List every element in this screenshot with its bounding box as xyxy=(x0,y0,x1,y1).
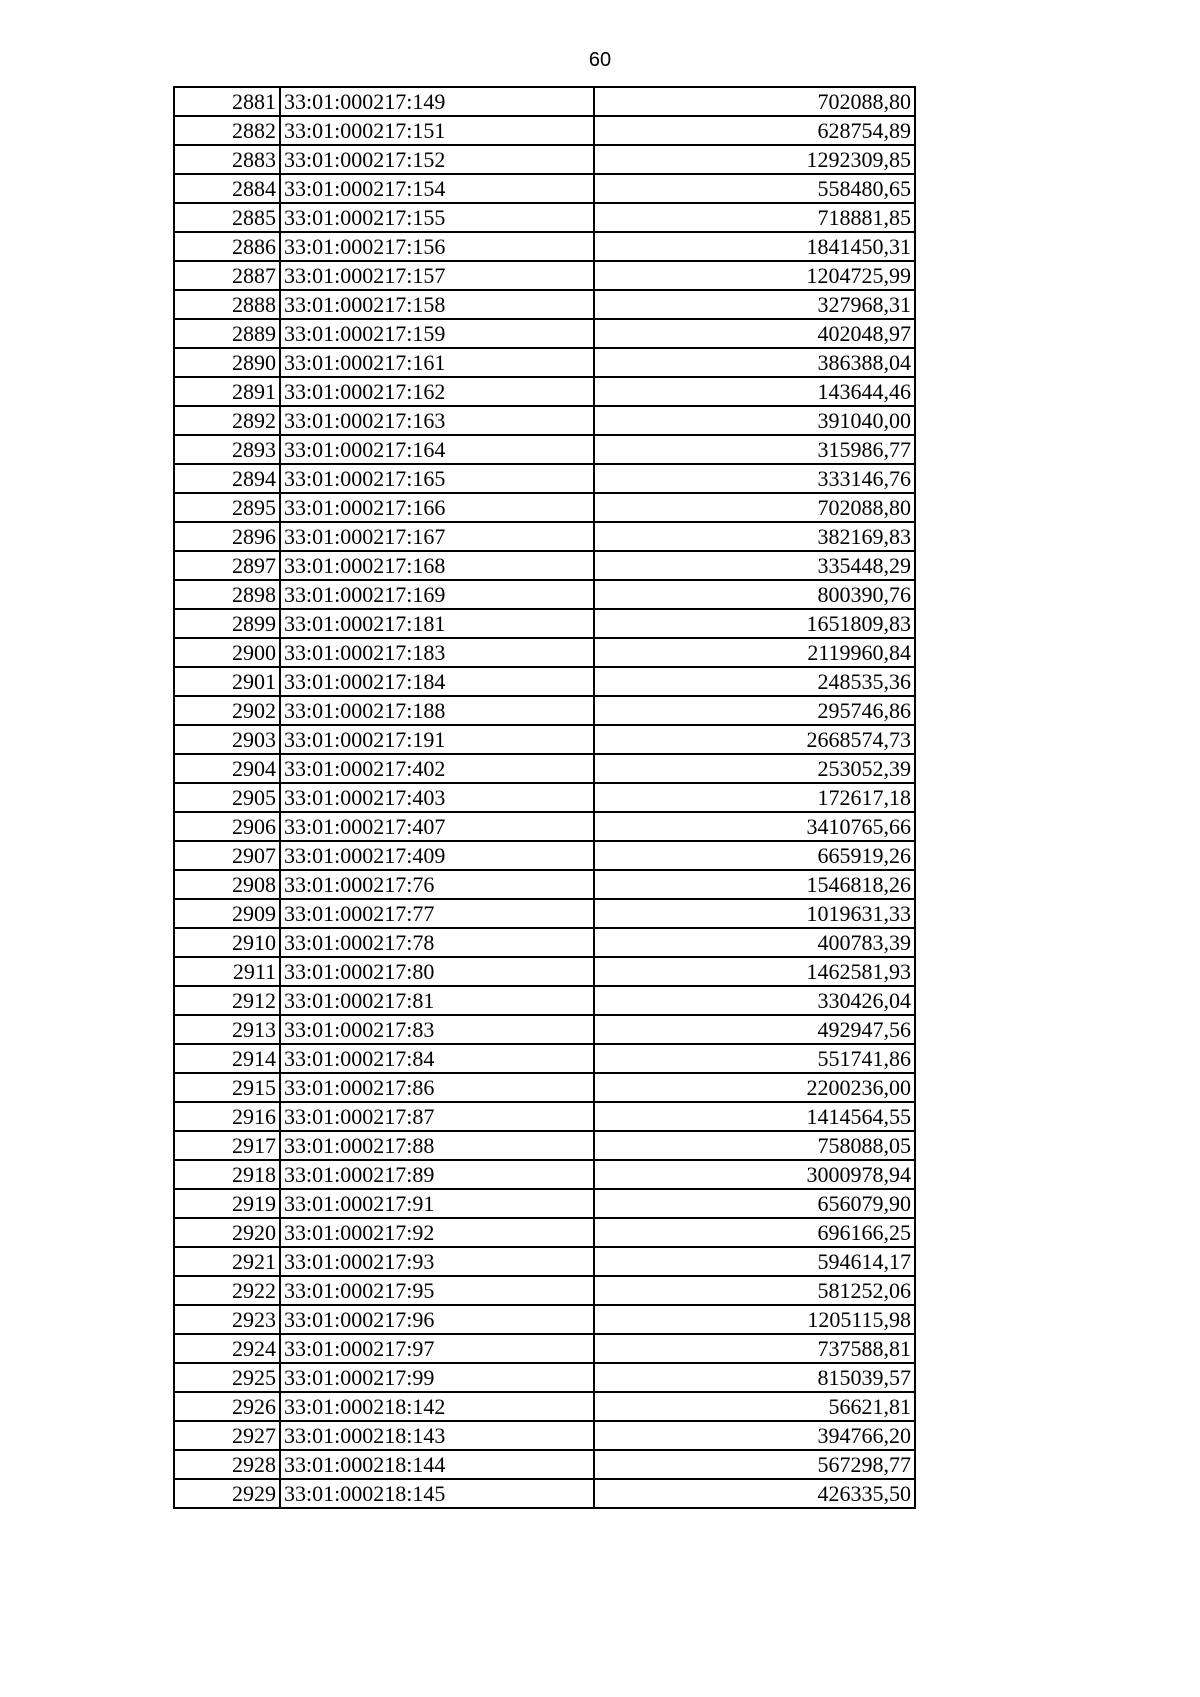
table-row xyxy=(174,406,915,435)
cadastral-number-cell: 33:01:000217:161 xyxy=(280,348,594,377)
cadastral-value-cell: 1651809,83 xyxy=(594,609,915,638)
cadastral-number-cell: 33:01:000217:168 xyxy=(280,551,594,580)
cadastral-value-table xyxy=(173,86,916,1509)
cadastral-value-cell: 718881,85 xyxy=(594,203,915,232)
cadastral-value-cell: 248535,36 xyxy=(594,667,915,696)
table-row xyxy=(174,1247,915,1276)
table-row xyxy=(174,870,915,899)
row-number-cell: 2899 xyxy=(174,609,280,638)
row-number-cell: 2888 xyxy=(174,290,280,319)
cadastral-number-cell: 33:01:000217:165 xyxy=(280,464,594,493)
row-number-cell: 2906 xyxy=(174,812,280,841)
cadastral-value-cell: 737588,81 xyxy=(594,1334,915,1363)
row-number-cell: 2929 xyxy=(174,1479,280,1508)
cadastral-value-cell: 758088,05 xyxy=(594,1131,915,1160)
table-row xyxy=(174,812,915,841)
table-row xyxy=(174,1363,915,1392)
table-row xyxy=(174,1392,915,1421)
cadastral-value-cell: 2200236,00 xyxy=(594,1073,915,1102)
table-row xyxy=(174,696,915,725)
cadastral-number-cell: 33:01:000217:183 xyxy=(280,638,594,667)
row-number-cell: 2922 xyxy=(174,1276,280,1305)
cadastral-value-cell: 656079,90 xyxy=(594,1189,915,1218)
cadastral-value-cell: 567298,77 xyxy=(594,1450,915,1479)
row-number-cell: 2923 xyxy=(174,1305,280,1334)
cadastral-number-cell: 33:01:000217:188 xyxy=(280,696,594,725)
table-row xyxy=(174,174,915,203)
table-row xyxy=(174,145,915,174)
cadastral-number-cell: 33:01:000217:162 xyxy=(280,377,594,406)
cadastral-number-cell: 33:01:000217:402 xyxy=(280,754,594,783)
table-row xyxy=(174,725,915,754)
row-number-cell: 2913 xyxy=(174,1015,280,1044)
table-row xyxy=(174,464,915,493)
table-row xyxy=(174,667,915,696)
row-number-cell: 2908 xyxy=(174,870,280,899)
table-row xyxy=(174,493,915,522)
cadastral-value-cell: 2668574,73 xyxy=(594,725,915,754)
table-row xyxy=(174,928,915,957)
cadastral-number-cell: 33:01:000217:80 xyxy=(280,957,594,986)
row-number-cell: 2894 xyxy=(174,464,280,493)
cadastral-number-cell: 33:01:000217:88 xyxy=(280,1131,594,1160)
cadastral-number-cell: 33:01:000218:143 xyxy=(280,1421,594,1450)
table-row xyxy=(174,1305,915,1334)
table-row xyxy=(174,290,915,319)
cadastral-number-cell: 33:01:000217:87 xyxy=(280,1102,594,1131)
cadastral-value-cell: 386388,04 xyxy=(594,348,915,377)
cadastral-value-cell: 815039,57 xyxy=(594,1363,915,1392)
cadastral-number-cell: 33:01:000217:403 xyxy=(280,783,594,812)
table-row xyxy=(174,1276,915,1305)
table-row xyxy=(174,986,915,1015)
cadastral-value-cell: 594614,17 xyxy=(594,1247,915,1276)
cadastral-number-cell: 33:01:000217:156 xyxy=(280,232,594,261)
table-row xyxy=(174,1334,915,1363)
cadastral-value-cell: 3000978,94 xyxy=(594,1160,915,1189)
cadastral-number-cell: 33:01:000218:145 xyxy=(280,1479,594,1508)
cadastral-value-cell: 394766,20 xyxy=(594,1421,915,1450)
cadastral-value-cell: 702088,80 xyxy=(594,493,915,522)
row-number-cell: 2916 xyxy=(174,1102,280,1131)
table-row xyxy=(174,319,915,348)
row-number-cell: 2887 xyxy=(174,261,280,290)
cadastral-value-cell: 253052,39 xyxy=(594,754,915,783)
cadastral-number-cell: 33:01:000217:78 xyxy=(280,928,594,957)
row-number-cell: 2890 xyxy=(174,348,280,377)
cadastral-number-cell: 33:01:000217:96 xyxy=(280,1305,594,1334)
cadastral-number-cell: 33:01:000217:154 xyxy=(280,174,594,203)
row-number-cell: 2902 xyxy=(174,696,280,725)
row-number-cell: 2925 xyxy=(174,1363,280,1392)
table-row xyxy=(174,348,915,377)
cadastral-number-cell: 33:01:000217:159 xyxy=(280,319,594,348)
row-number-cell: 2905 xyxy=(174,783,280,812)
row-number-cell: 2882 xyxy=(174,116,280,145)
cadastral-value-cell: 391040,00 xyxy=(594,406,915,435)
row-number-cell: 2915 xyxy=(174,1073,280,1102)
table-row xyxy=(174,261,915,290)
cadastral-number-cell: 33:01:000217:95 xyxy=(280,1276,594,1305)
row-number-cell: 2900 xyxy=(174,638,280,667)
table-row xyxy=(174,377,915,406)
cadastral-value-cell: 1292309,85 xyxy=(594,145,915,174)
cadastral-number-cell: 33:01:000217:97 xyxy=(280,1334,594,1363)
table-row xyxy=(174,957,915,986)
cadastral-number-cell: 33:01:000217:152 xyxy=(280,145,594,174)
row-number-cell: 2928 xyxy=(174,1450,280,1479)
table-row xyxy=(174,609,915,638)
cadastral-number-cell: 33:01:000217:92 xyxy=(280,1218,594,1247)
cadastral-value-cell: 172617,18 xyxy=(594,783,915,812)
cadastral-value-cell: 628754,89 xyxy=(594,116,915,145)
cadastral-number-cell: 33:01:000217:167 xyxy=(280,522,594,551)
table-row xyxy=(174,435,915,464)
cadastral-number-cell: 33:01:000217:166 xyxy=(280,493,594,522)
row-number-cell: 2889 xyxy=(174,319,280,348)
cadastral-number-cell: 33:01:000217:84 xyxy=(280,1044,594,1073)
cadastral-number-cell: 33:01:000217:163 xyxy=(280,406,594,435)
row-number-cell: 2904 xyxy=(174,754,280,783)
cadastral-number-cell: 33:01:000217:169 xyxy=(280,580,594,609)
row-number-cell: 2921 xyxy=(174,1247,280,1276)
row-number-cell: 2912 xyxy=(174,986,280,1015)
row-number-cell: 2886 xyxy=(174,232,280,261)
row-number-cell: 2898 xyxy=(174,580,280,609)
cadastral-value-cell: 327968,31 xyxy=(594,290,915,319)
table-row xyxy=(174,638,915,667)
cadastral-value-cell: 1019631,33 xyxy=(594,899,915,928)
cadastral-value-cell: 335448,29 xyxy=(594,551,915,580)
cadastral-number-cell: 33:01:000217:89 xyxy=(280,1160,594,1189)
row-number-cell: 2914 xyxy=(174,1044,280,1073)
table-row xyxy=(174,1073,915,1102)
cadastral-number-cell: 33:01:000217:157 xyxy=(280,261,594,290)
cadastral-value-cell: 2119960,84 xyxy=(594,638,915,667)
cadastral-value-cell: 315986,77 xyxy=(594,435,915,464)
table-body xyxy=(174,87,915,1508)
cadastral-value-cell: 333146,76 xyxy=(594,464,915,493)
row-number-cell: 2884 xyxy=(174,174,280,203)
table-row xyxy=(174,783,915,812)
table-row xyxy=(174,1189,915,1218)
table-row xyxy=(174,1044,915,1073)
cadastral-number-cell: 33:01:000218:144 xyxy=(280,1450,594,1479)
row-number-cell: 2891 xyxy=(174,377,280,406)
cadastral-number-cell: 33:01:000217:155 xyxy=(280,203,594,232)
cadastral-number-cell: 33:01:000217:83 xyxy=(280,1015,594,1044)
table-row xyxy=(174,1450,915,1479)
table-row xyxy=(174,551,915,580)
row-number-cell: 2885 xyxy=(174,203,280,232)
cadastral-number-cell: 33:01:000217:184 xyxy=(280,667,594,696)
cadastral-number-cell: 33:01:000218:142 xyxy=(280,1392,594,1421)
table-row xyxy=(174,1015,915,1044)
row-number-cell: 2897 xyxy=(174,551,280,580)
row-number-cell: 2919 xyxy=(174,1189,280,1218)
table-row xyxy=(174,1479,915,1508)
cadastral-value-cell: 492947,56 xyxy=(594,1015,915,1044)
table-row xyxy=(174,1102,915,1131)
row-number-cell: 2892 xyxy=(174,406,280,435)
row-number-cell: 2911 xyxy=(174,957,280,986)
cadastral-value-cell: 1205115,98 xyxy=(594,1305,915,1334)
cadastral-number-cell: 33:01:000217:91 xyxy=(280,1189,594,1218)
row-number-cell: 2883 xyxy=(174,145,280,174)
cadastral-number-cell: 33:01:000217:151 xyxy=(280,116,594,145)
cadastral-number-cell: 33:01:000217:149 xyxy=(280,87,594,116)
row-number-cell: 2895 xyxy=(174,493,280,522)
page-number: 60 xyxy=(588,49,612,71)
row-number-cell: 2920 xyxy=(174,1218,280,1247)
row-number-cell: 2927 xyxy=(174,1421,280,1450)
cadastral-number-cell: 33:01:000217:191 xyxy=(280,725,594,754)
row-number-cell: 2910 xyxy=(174,928,280,957)
cadastral-value-cell: 581252,06 xyxy=(594,1276,915,1305)
row-number-cell: 2918 xyxy=(174,1160,280,1189)
cadastral-number-cell: 33:01:000217:164 xyxy=(280,435,594,464)
cadastral-value-cell: 558480,65 xyxy=(594,174,915,203)
row-number-cell: 2903 xyxy=(174,725,280,754)
cadastral-value-cell: 1841450,31 xyxy=(594,232,915,261)
table-row xyxy=(174,203,915,232)
cadastral-number-cell: 33:01:000217:81 xyxy=(280,986,594,1015)
cadastral-value-cell: 1462581,93 xyxy=(594,957,915,986)
row-number-cell: 2926 xyxy=(174,1392,280,1421)
row-number-cell: 2896 xyxy=(174,522,280,551)
cadastral-number-cell: 33:01:000217:158 xyxy=(280,290,594,319)
cadastral-number-cell: 33:01:000217:181 xyxy=(280,609,594,638)
cadastral-value-cell: 143644,46 xyxy=(594,377,915,406)
row-number-cell: 2909 xyxy=(174,899,280,928)
table-row xyxy=(174,1421,915,1450)
row-number-cell: 2907 xyxy=(174,841,280,870)
cadastral-value-cell: 56621,81 xyxy=(594,1392,915,1421)
cadastral-value-cell: 702088,80 xyxy=(594,87,915,116)
cadastral-value-cell: 696166,25 xyxy=(594,1218,915,1247)
cadastral-number-cell: 33:01:000217:86 xyxy=(280,1073,594,1102)
table-row xyxy=(174,1218,915,1247)
cadastral-value-cell: 1204725,99 xyxy=(594,261,915,290)
row-number-cell: 2901 xyxy=(174,667,280,696)
table-row xyxy=(174,1131,915,1160)
cadastral-number-cell: 33:01:000217:409 xyxy=(280,841,594,870)
row-number-cell: 2881 xyxy=(174,87,280,116)
cadastral-number-cell: 33:01:000217:407 xyxy=(280,812,594,841)
cadastral-number-cell: 33:01:000217:99 xyxy=(280,1363,594,1392)
table-row xyxy=(174,899,915,928)
cadastral-number-cell: 33:01:000217:76 xyxy=(280,870,594,899)
row-number-cell: 2893 xyxy=(174,435,280,464)
table-row xyxy=(174,87,915,116)
cadastral-value-cell: 400783,39 xyxy=(594,928,915,957)
row-number-cell: 2924 xyxy=(174,1334,280,1363)
cadastral-number-cell: 33:01:000217:77 xyxy=(280,899,594,928)
table-row xyxy=(174,232,915,261)
cadastral-value-cell: 800390,76 xyxy=(594,580,915,609)
cadastral-value-cell: 295746,86 xyxy=(594,696,915,725)
table-row xyxy=(174,116,915,145)
cadastral-value-cell: 1414564,55 xyxy=(594,1102,915,1131)
cadastral-value-cell: 665919,26 xyxy=(594,841,915,870)
cadastral-value-cell: 330426,04 xyxy=(594,986,915,1015)
table-row xyxy=(174,841,915,870)
cadastral-value-cell: 426335,50 xyxy=(594,1479,915,1508)
cadastral-number-cell: 33:01:000217:93 xyxy=(280,1247,594,1276)
table-row xyxy=(174,1160,915,1189)
row-number-cell: 2917 xyxy=(174,1131,280,1160)
table-row xyxy=(174,522,915,551)
cadastral-value-cell: 382169,83 xyxy=(594,522,915,551)
cadastral-value-cell: 3410765,66 xyxy=(594,812,915,841)
cadastral-value-cell: 402048,97 xyxy=(594,319,915,348)
cadastral-value-cell: 551741,86 xyxy=(594,1044,915,1073)
table-row xyxy=(174,754,915,783)
table-row xyxy=(174,580,915,609)
cadastral-value-cell: 1546818,26 xyxy=(594,870,915,899)
